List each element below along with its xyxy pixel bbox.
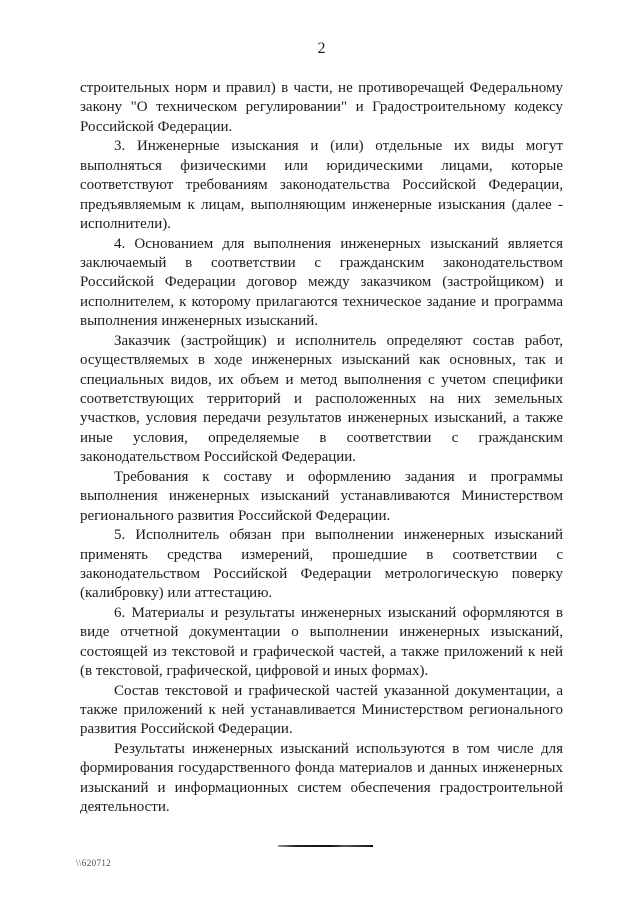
text-line: 4. Основанием для выполнения инженерных изысканий является: [114, 235, 563, 252]
text-line: соответствующих территорий и расположенных на них земельных: [80, 391, 563, 407]
text-line: законодательством Российской Федерации метрологическую поверку: [80, 565, 563, 582]
footer-separator-line: [278, 845, 373, 847]
text-line: осуществляемых в ходе инженерных изысканий как основных, так и: [80, 352, 563, 369]
text-line: (в текстовой, графической, цифровой и иных формах).: [80, 663, 429, 680]
text-line: Заказчик (застройщик) и исполнитель определяют состав работ,: [114, 332, 563, 349]
text-line: строительных норм и правил) в части, не противоречащей Федеральному: [80, 80, 563, 96]
text-line: предъявляемым к лицам, выполняющим инженерные изыскания (далее -: [80, 196, 563, 213]
text-line: также приложений к ней устанавливается Министерством регионального: [80, 702, 563, 718]
text-line: Российской Федерации.: [80, 118, 233, 135]
text-line: участков, условия передачи результатов инженерных изысканий, а также: [80, 410, 563, 427]
text-line: Результаты инженерных изысканий используются в том числе для: [114, 740, 563, 757]
text-line: специальных видов, их объем и метод выполнения с учетом специфики: [80, 371, 563, 388]
page-number: 2: [317, 40, 326, 57]
text-line: выполнения инженерных изысканий.: [80, 313, 319, 330]
text-line: регионального развития Российской Федерации.: [80, 507, 391, 524]
text-line: законодательством Российской Федерации.: [80, 449, 357, 466]
text-line: Требования к составу и оформлению задания и программы: [114, 468, 563, 485]
document-body: [80, 79, 563, 818]
text-line: 5. Исполнитель обязан при выполнении инженерных изысканий: [114, 527, 563, 544]
text-line: 6. Материалы и результаты инженерных изысканий оформляются в: [114, 604, 563, 621]
text-line: Состав текстовой и графической частей указанной документации, а: [114, 682, 563, 699]
text-line: закону "О техническом регулировании" и Градостроительному кодексу: [80, 99, 563, 116]
text-line: формирования государственного фонда материалов и данных инженерных: [80, 760, 563, 777]
text-line: виде отчетной документации о выполнении инженерных изысканий,: [80, 624, 563, 641]
text-line: (калибровку) или аттестацию.: [80, 585, 273, 602]
text-line: исполнителем, к которому прилагаются техническое задание и программа: [80, 293, 563, 310]
text-line: выполняться физическими или юридическими лицами, которые: [80, 157, 563, 174]
text-line: соответствуют требованиям законодательства Российской Федерации,: [80, 177, 563, 194]
footer-document-code: \\620712: [76, 858, 112, 868]
text-line: иные условия, определяемые в соответствии с гражданским: [80, 429, 563, 446]
text-line: применять средства измерений, прошедшие в соответствии с: [80, 546, 563, 563]
text-line: развития Российской Федерации.: [80, 721, 293, 738]
text-line: состоящей из текстовой и графической частей, а также приложений к ней: [80, 643, 563, 660]
text-line: деятельности.: [80, 799, 170, 816]
text-line: Российской Федерации договор между заказчиком (застройщиком) и: [80, 274, 563, 291]
text-line: заключаемый в соответствии с гражданским законодательством: [80, 254, 563, 271]
text-line: исполнители).: [80, 216, 172, 233]
text-line: изысканий и информационных систем обеспечения градостроительной: [80, 779, 563, 796]
text-line: выполнения инженерных изысканий устанавливаются Министерством: [80, 488, 563, 505]
text-line: 3. Инженерные изыскания и (или) отдельные их виды могут: [114, 138, 563, 155]
